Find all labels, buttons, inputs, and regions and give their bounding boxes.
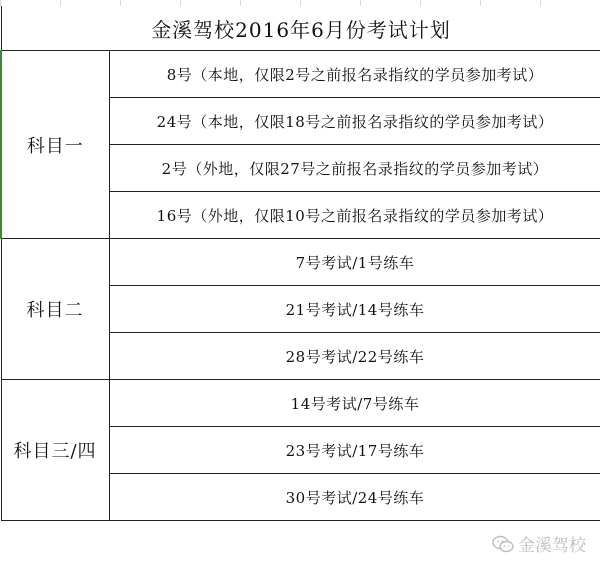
schedule-item: 2号（外地，仅限27号之前报名录指纹的学员参加考试）: [109, 145, 600, 192]
schedule-item: 16号（外地，仅限10号之前报名录指纹的学员参加考试）: [109, 192, 600, 239]
table-row: [1, 239, 600, 286]
table-title: 金溪驾校2016年6月份考试计划: [1, 6, 600, 51]
subject-2-label: 科目二: [1, 239, 109, 380]
wechat-watermark: [492, 531, 586, 556]
subject-3-4-label: 科目三/四: [1, 380, 109, 521]
schedule-item: 30号考试/24号练车: [109, 474, 600, 521]
schedule-item: 21号考试/14号练车: [109, 286, 600, 333]
schedule-item: 7号考试/1号练车: [109, 239, 600, 286]
table-row: [1, 51, 600, 98]
exam-schedule-table: [0, 6, 600, 521]
subject-1-label: 科目一: [1, 51, 109, 239]
wechat-icon: [492, 535, 514, 553]
schedule-item: 14号考试/7号练车: [109, 380, 600, 427]
schedule-item: 23号考试/17号练车: [109, 427, 600, 474]
title-row: [1, 6, 600, 51]
schedule-item: 8号（本地，仅限2号之前报名录指纹的学员参加考试）: [109, 51, 600, 98]
table-row: [1, 380, 600, 427]
watermark-text: 金溪驾校: [518, 536, 586, 556]
schedule-item: 28号考试/22号练车: [109, 333, 600, 380]
schedule-item: 24号（本地，仅限18号之前报名录指纹的学员参加考试）: [109, 98, 600, 145]
